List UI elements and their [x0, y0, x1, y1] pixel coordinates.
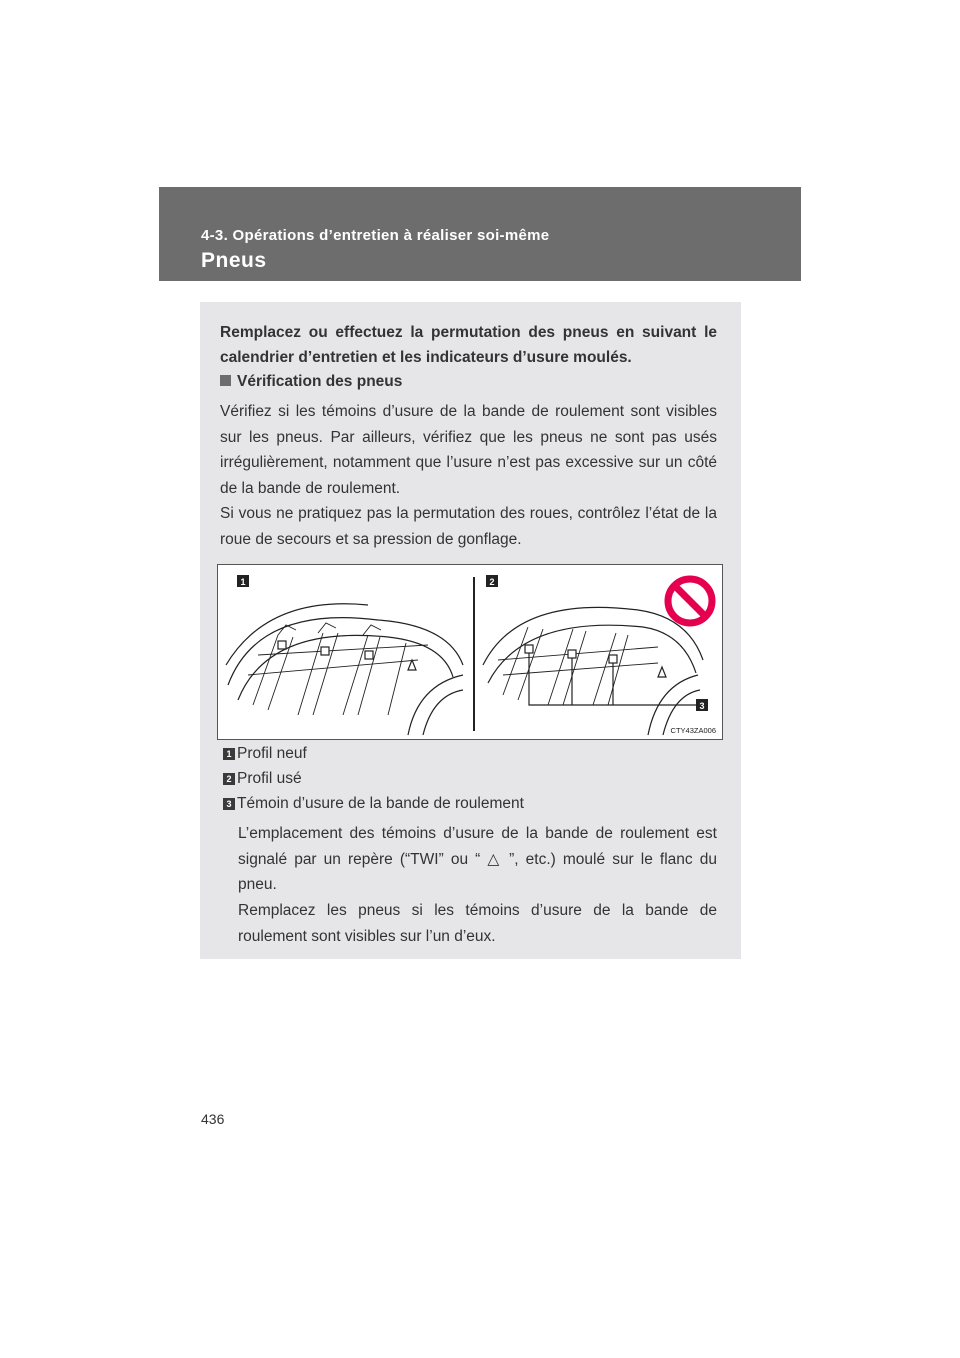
worn-tread-tire: [483, 607, 703, 735]
sub-heading: [220, 373, 402, 391]
prohibited-icon: [668, 579, 712, 623]
note-text: Remplacez les pneus si les témoins d’usure de la bande de roulement sont visibles sur l’un d’eux.: [238, 902, 717, 945]
legend-item: [223, 795, 524, 813]
callout-1: 1: [240, 577, 246, 587]
legend-item: [223, 745, 307, 763]
legend-text: Témoin d’usure de la bande de roulement: [237, 795, 524, 812]
section-header: [159, 187, 801, 281]
section-label: 4-3. Opérations d’entretien à réaliser soi-même: [201, 227, 550, 244]
new-tread-tire: [226, 604, 463, 735]
tire-tread-figure: [217, 564, 723, 740]
legend-text: Profil usé: [237, 770, 302, 787]
content-panel: [200, 302, 741, 959]
paragraph: Si vous ne pratiquez pas la permutation des roues, contrôlez l’état de la roue de secours et sa pression de gonflage.: [220, 505, 717, 548]
page-number: 436: [201, 1111, 225, 1127]
paragraph: Vérifiez si les témoins d’usure de la bande de roulement sont visibles sur les pneus. Par ailleurs, vérifiez que les pneus ne sont pas usés irrégulièrement, notamment que l’usure n’est pas excessive sur un côté de la bande de roulement.: [220, 403, 717, 497]
legend-item: [223, 770, 302, 788]
note-text: L’emplacement des témoins d’usure de la bande de roulement est signalé par un repère (“TWI” ou “ △ ”, etc.) moulé sur le flanc du pneu.: [238, 825, 717, 893]
square-bullet-icon: [220, 375, 231, 386]
callout-badge: 1: [223, 748, 235, 760]
callout-2: 2: [489, 577, 495, 587]
figure-code: CTY43ZA006: [670, 726, 716, 735]
sub-heading-label: Vérification des pneus: [237, 373, 403, 390]
callout-3: 3: [699, 701, 705, 711]
callout-badge: 2: [223, 773, 235, 785]
tire-illustration: [218, 565, 722, 739]
legend-text: Profil neuf: [237, 745, 307, 762]
callout-badge: 3: [223, 798, 235, 810]
page-title: Pneus: [201, 249, 267, 272]
intro-text: Remplacez ou effectuez la permutation des pneus en suivant le calendrier d’entretien et les indicateurs d’usure moulés.: [220, 324, 717, 366]
